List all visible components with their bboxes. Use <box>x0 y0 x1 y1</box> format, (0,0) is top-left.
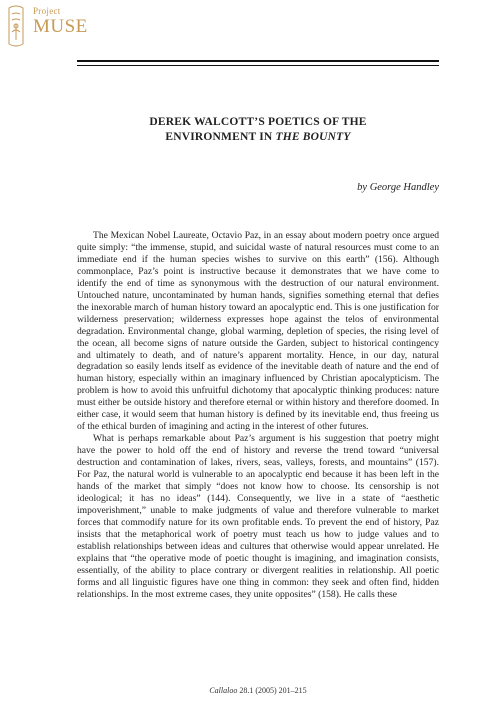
project-muse-logo[interactable] <box>3 4 88 50</box>
article-body <box>77 230 439 601</box>
muse-logo-icon <box>3 4 29 50</box>
title-line-2-italic: THE BOUNTY <box>275 131 351 143</box>
header-rule-thin <box>77 65 439 66</box>
footer-journal: Callaloo <box>209 686 238 695</box>
article-byline: by George Handley <box>357 182 439 193</box>
footer-citation: 28.1 (2005) 201–215 <box>237 686 307 695</box>
title-line-1: DEREK WALCOTT’S POETICS OF THE <box>149 116 367 128</box>
header-rule-thick <box>77 60 439 62</box>
logo-muse-text: MUSE <box>33 16 88 37</box>
article-title <box>77 115 439 145</box>
page-footer <box>77 686 439 695</box>
paragraph-1: The Mexican Nobel Laureate, Octavio Paz, in an essay about modern poetry once argued quite simply: “the immense, stupid, and suicidal waste of natural resources must come to an immediate end if the human species wishes to survive on this earth” (156). Although commonplace, Paz’s point is instructive because it demonstrates that we have come to identify the end of time as synonymous with the destruction of our natural environment. Untouched nature, uncontaminated by human hands, signifies something eternal that defies the inexorable march of human history toward an apocalyptic end. This is one justification for wilderness preservation; wilderness expresses hope against the telos of environmental degradation. Environmental change, global warming, depletion of species, the rising level of the ocean, all become signs of nature outside the Garden, subject to historical contingency and ultimately to death, and of nature’s apparent mortality. Hence, in our day, natural degradation so easily lends itself as evidence of the inevitable death of nature and the end of human history, especially within an imaginary influenced by Christian apocalypticism. The problem is how to avoid this unfruitful dichotomy that apocalyptic thinking produces: nature must either be outside history and therefore eternal or within history and therefore doomed. In either case, it would seem that human history is defined by its inevitable end, thus freeing us of the ethical burden of imagining and acting in the interest of other futures. <box>77 230 439 433</box>
title-line-2 <box>77 130 439 145</box>
paragraph-2: What is perhaps remarkable about Paz’s argument is his suggestion that poetry might have the power to hold off the end of history and reverse the trend toward “universal destruction and contamination of lakes, rivers, seas, valleys, forests, and mountains” (157). For Paz, the natural world is vulnerable to an apocalyptic end because it has been left in the hands of the market that simply “does not know how to choose. Its censorship is not ideological; it has no ideas” (144). Consequently, we live in a state of “aesthetic impoverishment,” unable to make judgments of value and therefore vulnerable to market forces that commodify nature for its own profitable ends. To prevent the end of history, Paz insists that the metaphorical work of poetry must teach us how to judge values and to establish relationships between ideas and cultures that otherwise would appear unrelated. He explains that “the operative mode of poetic thought is imagining, and imagination consists, essentially, of the ability to place contrary or divergent realities in relationship. All poetic forms and all linguistic figures have one thing in common: they seek and often find, hidden relationships. In the most extreme cases, they unite opposites” (158). He calls these <box>77 433 439 600</box>
logo-project-text: Project <box>33 6 61 16</box>
title-line-2-text: ENVIRONMENT IN <box>165 131 276 143</box>
